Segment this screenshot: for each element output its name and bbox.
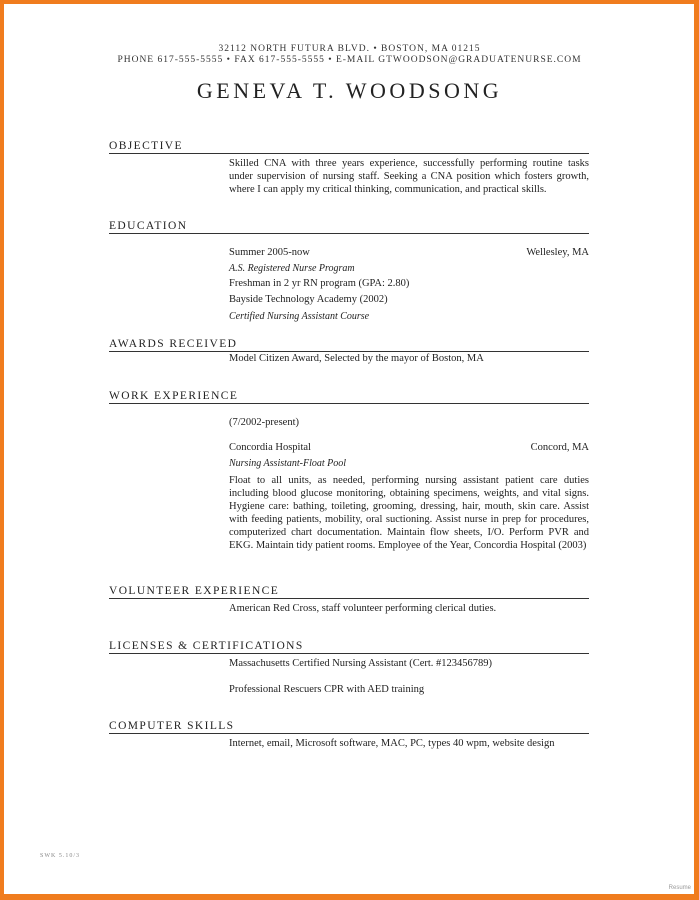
contact-line: PHONE 617-555-5555 • FAX 617-555-5555 • E-MAIL GTWOODSON@GRADUATENURSE.COM — [117, 55, 582, 65]
applicant-name: GENEVA T. WOODSONG — [196, 78, 503, 103]
awards-text: Model Citizen Award, Selected by the mayor of Boston, MA — [229, 353, 484, 364]
education-school-2: Bayside Technology Academy (2002) — [229, 294, 388, 305]
work-heading: WORK EXPERIENCE — [109, 390, 239, 402]
licenses-heading: LICENSES & CERTIFICATIONS — [109, 640, 304, 652]
computer-text: Internet, email, Microsoft software, MAC, PC, types 40 wpm, website design — [229, 738, 555, 749]
licenses-rule — [109, 653, 589, 654]
education-date: Summer 2005-now — [229, 247, 310, 258]
work-description: Float to all units, as needed, performing nursing assistant patient care duties including blood glucose monitoring, obtaining specimens, weights, and vital signs. Hygiene care: bathing, toileting, grooming, dressing, hair, mouth, skin care. Assist with feeding patients, mobility, oral suctioning. Assist nurse in prep for procedures, computerized chart documentation. Maintain flow sheets, I/O. Perform PVR and EKG. Maintain tidy patient rooms. Employee of the Year, Concordia Hospital (2003) — [229, 475, 589, 551]
computer-rule — [109, 733, 589, 734]
license-item-2: Professional Rescuers CPR with AED training — [229, 684, 425, 695]
footer-code: SWK 5.10/3 — [40, 853, 80, 859]
work-location: Concord, MA — [530, 442, 589, 453]
education-heading: EDUCATION — [109, 220, 188, 232]
computer-heading: COMPUTER SKILLS — [109, 720, 235, 732]
education-program: A.S. Registered Nurse Program — [229, 263, 355, 274]
volunteer-rule — [109, 598, 589, 599]
license-item-1: Massachusetts Certified Nursing Assistant (Cert. #123456789) — [229, 658, 493, 669]
volunteer-text: American Red Cross, staff volunteer performing clerical duties. — [229, 603, 497, 614]
work-position: Nursing Assistant-Float Pool — [229, 458, 347, 469]
education-course-2: Certified Nursing Assistant Course — [229, 311, 370, 322]
awards-rule — [109, 351, 589, 352]
education-location: Wellesley, MA — [526, 247, 589, 258]
address-line: 32112 NORTH FUTURA BLVD. • BOSTON, MA 01215 — [218, 44, 481, 54]
education-status: Freshman in 2 yr RN program (GPA: 2.80) — [229, 278, 410, 289]
watermark: Resume — [668, 885, 691, 891]
work-employer: Concordia Hospital — [229, 442, 311, 453]
objective-rule — [109, 153, 589, 154]
objective-text: Skilled CNA with three years experience, successfully performing routine tasks under supervision of nursing staff. Seeking a CNA position which fosters growth, where I can apply my critical thinking, communication, and practical skills. — [229, 158, 589, 195]
education-rule — [109, 233, 589, 234]
work-rule — [109, 403, 589, 404]
awards-heading: AWARDS RECEIVED — [109, 338, 238, 350]
volunteer-heading: VOLUNTEER EXPERIENCE — [109, 585, 280, 597]
work-period: (7/2002-present) — [229, 417, 299, 428]
objective-heading: OBJECTIVE — [109, 140, 183, 152]
